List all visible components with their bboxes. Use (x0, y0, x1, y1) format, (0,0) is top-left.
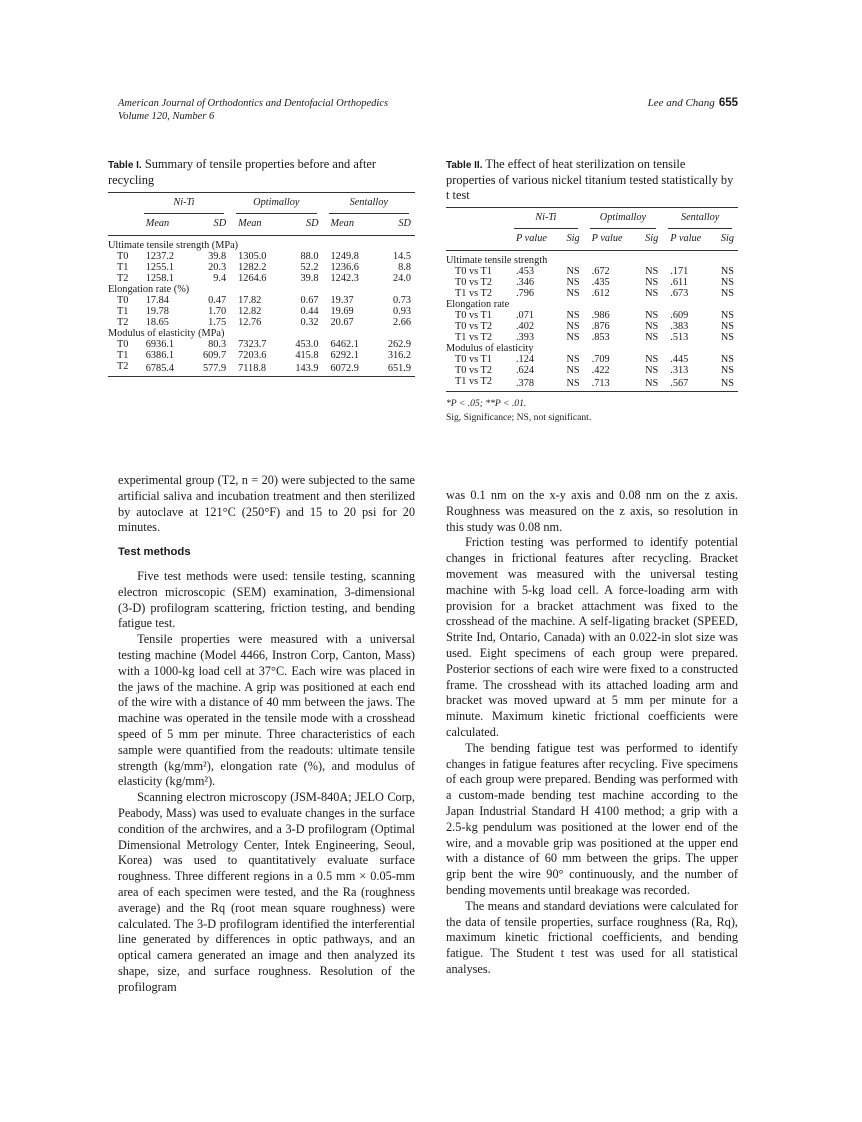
table-cell: 12.76 (238, 317, 262, 328)
table-cell: .402 (515, 321, 535, 332)
table-cell: .672 (591, 266, 610, 277)
table-1-caption (108, 157, 415, 188)
row-label: T0 vs T1 (455, 310, 492, 321)
paragraph: Five test methods were used: tensile testing, scanning electron microscopic (SEM) examination, 3-dimensional (3-D) profilogram scattering, friction testing, and bending fatigue test. (118, 568, 415, 631)
column-header: Mean (330, 218, 354, 229)
table-cell: NS (720, 321, 734, 332)
table-row (108, 262, 415, 273)
table-row (446, 266, 738, 277)
table-cell: NS (720, 332, 734, 343)
table-cell: 1258.1 (145, 273, 175, 284)
table-2 (446, 157, 738, 425)
table-cell: 52.2 (300, 262, 319, 273)
table-cell: .378 (515, 378, 535, 389)
column-header: P value (515, 233, 547, 244)
table-cell: 9.4 (213, 273, 227, 284)
section-heading: Test methods (118, 546, 191, 559)
table-cell: 19.37 (330, 295, 354, 306)
row-label: T1 vs T2 (455, 376, 492, 387)
table-row (446, 310, 738, 321)
table-cell: 20.3 (208, 262, 227, 273)
table-cell: 1.75 (208, 317, 227, 328)
table-cell: NS (645, 310, 659, 321)
table-cell: 6072.9 (330, 363, 359, 374)
table-cell: 20.67 (330, 317, 354, 328)
table-cell: 8.8 (398, 262, 411, 273)
section-label: Elongation rate (446, 299, 510, 310)
table-cell: 17.84 (145, 295, 169, 306)
table-cell: 0.67 (300, 295, 319, 306)
table-cell: 19.78 (145, 306, 169, 317)
row-label: T1 vs T2 (455, 288, 492, 299)
table-cell: NS (645, 321, 659, 332)
table-cell: .876 (591, 321, 610, 332)
section-label: Elongation rate (%) (108, 284, 190, 295)
table-cell: 0.73 (392, 295, 411, 306)
table-cell: NS (566, 266, 580, 277)
table-row (108, 350, 415, 361)
table-cell: 80.3 (208, 339, 227, 350)
table-row (446, 332, 738, 343)
table-cell: 7118.8 (238, 363, 267, 374)
table-cell: 12.82 (238, 306, 262, 317)
column-header: SD (305, 218, 319, 229)
paragraph: Friction testing was performed to identify potential changes in frictional features after recycling. Bracket movement was measured with the universal testing machine with 5-kg load cell. A force-loading arm with provision for a bracket attachment was fixed to the crosshead of the machine. A self-ligating bracket (SPEED, Strite Ind, Ontario, Canada) with an 0.022-in slot size was used. Eight specimens of each group were prepared. Posterior sections of each wire were fixed to a constructed frame. The crosshead with its attached loading arm and bracket was moved upward at 5 mm per minute for a minute. Maximum kinetic frictional coefficients were calculated. (446, 535, 738, 739)
table-cell: .673 (670, 288, 689, 299)
table-row (108, 273, 415, 284)
column-group-header: Sentalloy (662, 208, 738, 230)
table-cell: .567 (670, 378, 689, 389)
table-cell: .611 (670, 277, 688, 288)
table-cell: 1305.0 (238, 251, 267, 262)
table-cell: .453 (515, 266, 535, 277)
table-cell: 609.7 (202, 350, 227, 361)
table-cell: .071 (515, 310, 535, 321)
table-cell: .171 (670, 266, 689, 277)
row-label: T0 (117, 295, 129, 306)
table-cell: NS (645, 332, 659, 343)
table-title: Summary of tensile properties before and after recycling (108, 157, 377, 187)
table-row (446, 365, 738, 376)
column-header: Sig (645, 233, 659, 244)
running-header-authors (648, 97, 738, 109)
row-label: T1 (117, 306, 129, 317)
table-label: Table I. (108, 160, 142, 171)
table-cell: .624 (515, 365, 535, 376)
table-cell: NS (645, 365, 659, 376)
table-cell: NS (645, 354, 659, 365)
table-cell: NS (566, 332, 580, 343)
table-row (108, 339, 415, 350)
table-cell: NS (720, 378, 734, 389)
paragraph: The bending fatigue test was performed to identify changes in fatigue features after recycling. Five specimens of each group were prepared. Bending was performed with a custom-made bending test machine according to the Japan Industrial Standard H 4100 method; a grip with a 2.5-kg pendulum was positioned at the lower end of the wire, and a movable grip was positioned at the upper end with a distance of 60 mm between the grips. The upper grip bent the wire 90° continuously, and the number of bending movements until breakage was recorded. (446, 740, 738, 897)
table-cell: 0.44 (300, 306, 319, 317)
authors: Lee and Chang (647, 97, 715, 109)
table-cell: .346 (515, 277, 535, 288)
table-cell: NS (645, 266, 659, 277)
table-cell: 316.2 (387, 350, 411, 361)
row-label: T2 (117, 273, 129, 284)
table-cell: .796 (515, 288, 535, 299)
table-row (446, 376, 738, 392)
table-cell: .513 (670, 332, 689, 343)
table-cell: 6462.1 (330, 339, 359, 350)
column-header: Sig (566, 233, 580, 244)
table-cell: 7323.7 (238, 339, 267, 350)
column-header: Mean (145, 218, 170, 229)
table-cell: NS (645, 288, 659, 299)
table-cell: 39.8 (208, 251, 227, 262)
table-cell: .383 (670, 321, 689, 332)
table-cell: 6936.1 (145, 339, 175, 350)
row-label: T2 (117, 361, 129, 372)
table-cell: .713 (591, 378, 610, 389)
table-footnote: *P < .05; **P < .01. (446, 398, 527, 409)
table-cell: .445 (670, 354, 689, 365)
table-cell: 88.0 (300, 251, 319, 262)
row-label: T0 vs T2 (455, 277, 492, 288)
column-group-header: Ni-Ti (508, 208, 584, 230)
table-cell: NS (566, 310, 580, 321)
table-row (108, 251, 415, 262)
table-cell: NS (720, 277, 734, 288)
paragraph: The means and standard deviations were calculated for the data of tensile properties, surface roughness (Ra, Rq), maximum kinetic frictional coefficients, and bending fatigue. The Student t test was used for all statistical analyses. (446, 898, 738, 976)
column-header: SD (398, 218, 411, 229)
table-2-caption (446, 157, 738, 203)
table-cell: NS (566, 277, 580, 288)
paragraph: Scanning electron microscopy (JSM-840A; JELO Corp, Peabody, Mass) was used to evaluate changes in the surface condition of the archwires, and a 3-D profilogram (Optimal Dimensional Metrology Center, Intek Engineering, Seoul, Korea) was used to quantitatively evaluate surface roughness. Three different regions in a 0.5 mm × 0.05-mm area of each specimen were tested, and the Ra (roughness average) and the Rq (root mean square roughness) were calculated. The 3-D profilogram identified the interferential line generated by differences in optic pathways, and an optical camera generated an image and then analyzed its shape, size, and surface roughness. Resolution of the profilogram (118, 790, 415, 994)
table-cell: 143.9 (295, 363, 319, 374)
table-cell: .609 (670, 310, 689, 321)
column-header: Mean (238, 218, 262, 229)
table-cell: 24.0 (392, 273, 411, 284)
table-label: Table II. (446, 160, 483, 171)
paragraph: Tensile properties were measured with a universal testing machine (Model 4466, Instron Corp, Canton, Mass) with a 1000-kg load cell at 37°C. Each wire was placed in the jaws of the machine. A grip was positioned at each end of the wire with a distance of 40 mm between the jaws. The machine was operated in the tensile mode with a crosshead speed of 5 mm per minute. Three characteristics of each sample were quantified from the readouts: ultimate tensile strength (kg/mm²), elongation rate (%), and modulus of elasticity (kg/mm²). (118, 632, 415, 789)
paragraph: experimental group (T2, n = 20) were subjected to the same artificial saliva and incubation treatment and then sterilized by autoclave at 121°C (250°F) and 15 to 20 psi for 20 minutes. (118, 473, 415, 535)
table-row (446, 288, 738, 299)
table-cell: NS (566, 288, 580, 299)
table-cell: 19.69 (330, 306, 354, 317)
table-cell: 6386.1 (145, 350, 175, 361)
table-cell: 7203.6 (238, 350, 267, 361)
table-cell: 14.5 (392, 251, 411, 262)
row-label: T0 vs T2 (455, 321, 492, 332)
table-cell: NS (566, 365, 580, 376)
table-cell: .853 (591, 332, 610, 343)
table-1 (108, 157, 415, 377)
row-label: T1 (117, 262, 129, 273)
section-label: Ultimate tensile strength (446, 255, 548, 266)
table-cell: NS (645, 378, 659, 389)
journal-name: American Journal of Orthodontics and Dentofacial Orthopedics (118, 98, 389, 109)
table-row (108, 361, 415, 377)
table-row (108, 306, 415, 317)
column-group-header: Optimalloy (230, 193, 322, 215)
table-cell: NS (720, 365, 734, 376)
table-cell: .709 (591, 354, 610, 365)
table-cell: 1264.6 (238, 273, 267, 284)
row-label: T1 vs T2 (455, 332, 492, 343)
section-label: Modulus of elasticity (MPa) (108, 328, 225, 339)
table-cell: 415.8 (295, 350, 319, 361)
table-cell: NS (645, 277, 659, 288)
table-cell: .612 (591, 288, 610, 299)
table-notes (446, 397, 738, 425)
row-label: T0 (117, 251, 129, 262)
row-label: T1 (117, 350, 129, 361)
table-cell: 1236.6 (330, 262, 359, 273)
page-number: 655 (718, 97, 738, 109)
column-header: SD (213, 218, 227, 229)
table-cell: NS (720, 310, 734, 321)
table-cell: NS (566, 354, 580, 365)
table-row (446, 277, 738, 288)
table-cell: 453.0 (295, 339, 319, 350)
corner (446, 208, 508, 230)
table-cell: 18.65 (145, 317, 169, 328)
row-label: T0 vs T2 (455, 365, 492, 376)
section-label: Modulus of elasticity (446, 343, 534, 354)
table-row (108, 295, 415, 306)
table-footnote: Sig, Significance; NS, not significant. (446, 412, 592, 423)
table-cell: .124 (515, 354, 535, 365)
table-cell: NS (566, 321, 580, 332)
row-label: T0 vs T1 (455, 266, 492, 277)
row-label: T2 (117, 317, 129, 328)
table-cell: 1242.3 (330, 273, 359, 284)
table-cell: 1249.8 (330, 251, 359, 262)
table-title: The effect of heat sterilization on tensile properties of various nickel titanium tested statistically by t test (446, 157, 734, 202)
table-cell: 651.9 (387, 363, 411, 374)
table-cell: .422 (591, 365, 610, 376)
table-row (446, 354, 738, 365)
table-cell: 1237.2 (145, 251, 175, 262)
table-cell: 577.9 (202, 363, 227, 374)
column-header: Sig (720, 233, 734, 244)
table-cell: .313 (670, 365, 689, 376)
table-cell: 6292.1 (330, 350, 359, 361)
table-cell: .435 (591, 277, 610, 288)
table-cell: 0.47 (208, 295, 227, 306)
section-label: Ultimate tensile strength (MPa) (108, 240, 239, 251)
table-cell: 1255.1 (145, 262, 175, 273)
table-cell: 1282.2 (238, 262, 267, 273)
column-group-header: Ni-Ti (138, 193, 230, 215)
table-cell: 2.66 (392, 317, 411, 328)
corner (108, 193, 138, 215)
table-cell: .393 (515, 332, 535, 343)
table-cell: NS (566, 378, 580, 389)
table-cell: 17.82 (238, 295, 262, 306)
paragraph: was 0.1 nm on the x-y axis and 0.08 nm on the z axis. Roughness was measured on the z axis, so resolution in this study was 0.08 nm. (446, 488, 738, 534)
left-column (118, 473, 415, 996)
column-group-header: Sentalloy (323, 193, 415, 215)
column-header: P value (670, 233, 702, 244)
table-cell: 6785.4 (145, 363, 175, 374)
table-cell: 0.32 (300, 317, 319, 328)
table-cell: 262.9 (387, 339, 411, 350)
table-cell: NS (720, 354, 734, 365)
right-column (446, 488, 738, 978)
journal-volume: Volume 120, Number 6 (118, 111, 215, 122)
table-row (446, 321, 738, 332)
column-header: P value (591, 233, 623, 244)
table-cell: 39.8 (300, 273, 319, 284)
table-cell: NS (720, 266, 734, 277)
row-label: T0 vs T1 (455, 354, 492, 365)
table-cell: 1.70 (208, 306, 227, 317)
table-cell: 0.93 (392, 306, 411, 317)
column-group-header: Optimalloy (584, 208, 663, 230)
row-label: T0 (117, 339, 129, 350)
table-row (108, 317, 415, 328)
running-header-journal (118, 97, 388, 123)
table-cell: NS (720, 288, 734, 299)
table-cell: .986 (591, 310, 610, 321)
